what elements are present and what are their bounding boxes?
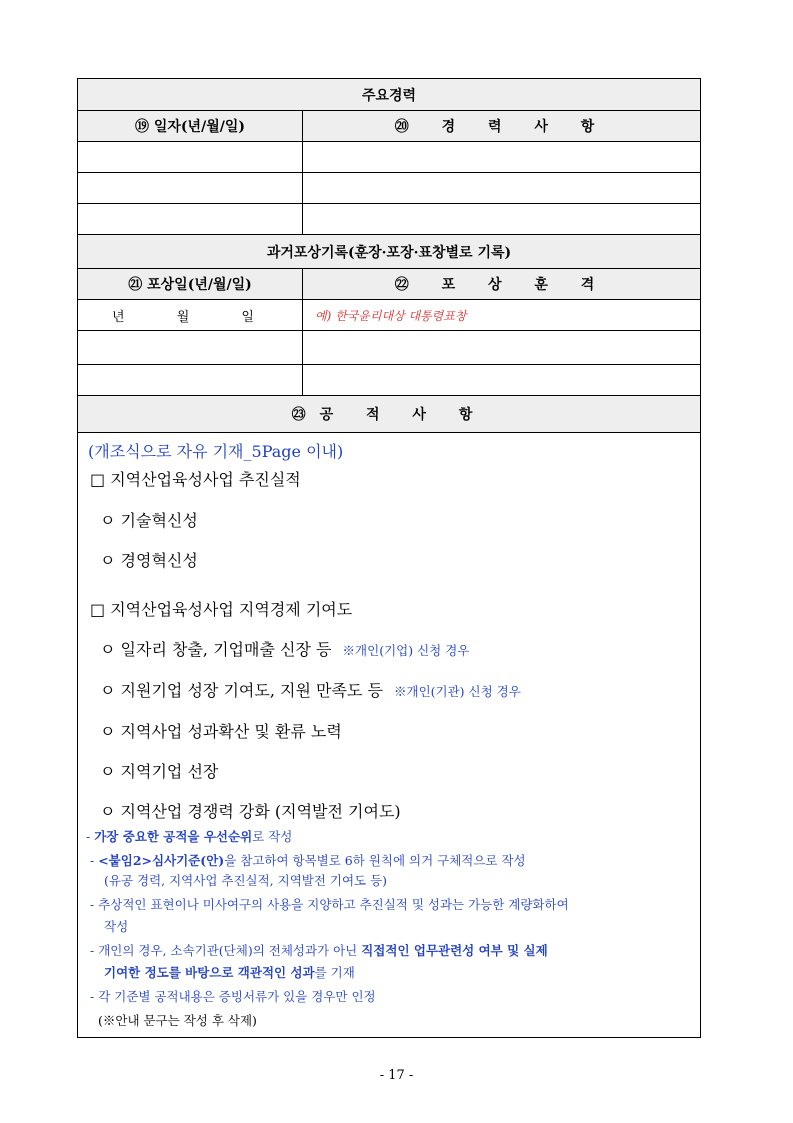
awards-detail-column-header: ㉒ 포 상 훈 격 <box>394 277 609 293</box>
guideline-emphasis: 기여한 정도를 바탕으로 객관적인 성과 <box>104 965 315 980</box>
awards-section-title: 과거포상기록(훈장·포장·표창별로 기록) <box>266 244 512 261</box>
guideline-emphasis: 직접적인 업무관련성 여부 및 실제 <box>361 943 548 958</box>
guideline-3: - 추상적인 표현이나 미사여구의 사용을 지양하고 추진실적 및 성과는 가능한 계량화하여 <box>90 897 569 912</box>
guideline-prefix: - <box>86 829 95 844</box>
awards-row <box>78 365 700 396</box>
career-column-header-row <box>78 111 700 142</box>
career-section-header <box>78 79 700 111</box>
career-date-cell[interactable] <box>78 173 303 203</box>
guideline-text: - 개인의 경우, 소속기관(단체)의 전체성과가 아닌 <box>90 943 362 958</box>
merits-category-2: □ 지역산업육성사업 지역경제 기여도 <box>90 600 353 619</box>
guideline-4-cont <box>104 963 355 981</box>
career-detail-cell[interactable] <box>303 204 700 234</box>
guideline-6: (※안내 문구는 작성 후 삭제) <box>98 1013 257 1028</box>
page-number: - 17 - <box>379 1068 414 1083</box>
merits-section-header <box>78 396 700 433</box>
guideline-2 <box>90 851 526 869</box>
merits-section-title: ㉓공 적 사 항 <box>291 407 487 423</box>
merits-item: ㅇ 지역사업 성과확산 및 환류 노력 <box>100 722 342 741</box>
award-date-cell[interactable] <box>78 365 303 395</box>
merits-item: ㅇ 지역산업 경쟁력 강화 (지역발전 기여도) <box>100 802 401 821</box>
guideline-text: 을 참고하여 항목별로 6하 원칙에 의거 구체적으로 작성 <box>224 853 526 868</box>
guideline-1 <box>86 827 292 845</box>
award-detail-cell[interactable] <box>303 365 700 395</box>
guideline-emphasis: <붙임2>심사기준(안) <box>98 853 225 868</box>
career-row <box>78 173 700 204</box>
award-date-placeholder[interactable]: 년 월 일 <box>78 300 303 330</box>
award-form-table <box>77 78 701 1038</box>
career-detail-cell[interactable] <box>303 142 700 172</box>
career-date-column-header: ⑲ 일자(년/월/일) <box>78 111 303 141</box>
merits-item-text: ㅇ 일자리 창출, 기업매출 신장 등 <box>100 640 332 659</box>
guideline-prefix: - <box>90 853 99 868</box>
merits-item-note: ※개인(기업) 신청 경우 <box>342 643 470 658</box>
merits-item-text: ㅇ 지원기업 성장 기여도, 지원 만족도 등 <box>100 681 383 700</box>
career-section-title: 주요경력 <box>361 87 417 104</box>
awards-row <box>78 300 700 331</box>
guideline-text: 를 기재 <box>314 965 355 980</box>
merits-instruction: (개조식으로 자유 기재_5Page 이내) <box>88 442 344 461</box>
award-detail-cell[interactable] <box>303 331 700 364</box>
career-row <box>78 142 700 173</box>
guideline-emphasis: 가장 중요한 공적을 우선순위 <box>94 829 253 844</box>
merits-item: ㅇ 기술혁신성 <box>100 511 198 530</box>
guideline-5: - 각 기준별 공적내용은 증빙서류가 있을 경우만 인정 <box>90 989 376 1004</box>
merits-item: ㅇ 경영혁신성 <box>100 551 198 570</box>
career-row <box>78 204 700 235</box>
career-date-cell[interactable] <box>78 204 303 234</box>
career-detail-cell[interactable] <box>303 173 700 203</box>
career-date-cell[interactable] <box>78 142 303 172</box>
guideline-text: 로 작성 <box>252 829 293 844</box>
awards-row <box>78 331 700 365</box>
guideline-3-cont: 작성 <box>104 919 129 934</box>
merits-item: ㅇ 지역기업 선장 <box>100 762 219 781</box>
guideline-4 <box>90 941 548 959</box>
award-example-text[interactable]: 예) 한국윤리대상 대통령표창 <box>315 308 467 323</box>
merits-item-note: ※개인(기관) 신청 경우 <box>394 684 521 699</box>
merits-category-1: □ 지역산업육성사업 추진실적 <box>90 470 301 489</box>
guideline-2-cont: (유공 경력, 지역사업 추진실적, 지역발전 기여도 등) <box>104 873 388 888</box>
awards-date-column-header: ㉑ 포상일(년/월/일) <box>78 269 303 299</box>
awards-column-header-row <box>78 269 700 300</box>
awards-section-header <box>78 235 700 269</box>
career-detail-column-header: ⑳ 경 력 사 항 <box>394 119 609 135</box>
award-date-cell[interactable] <box>78 331 303 364</box>
merits-item <box>100 678 521 701</box>
merits-item <box>100 637 469 660</box>
